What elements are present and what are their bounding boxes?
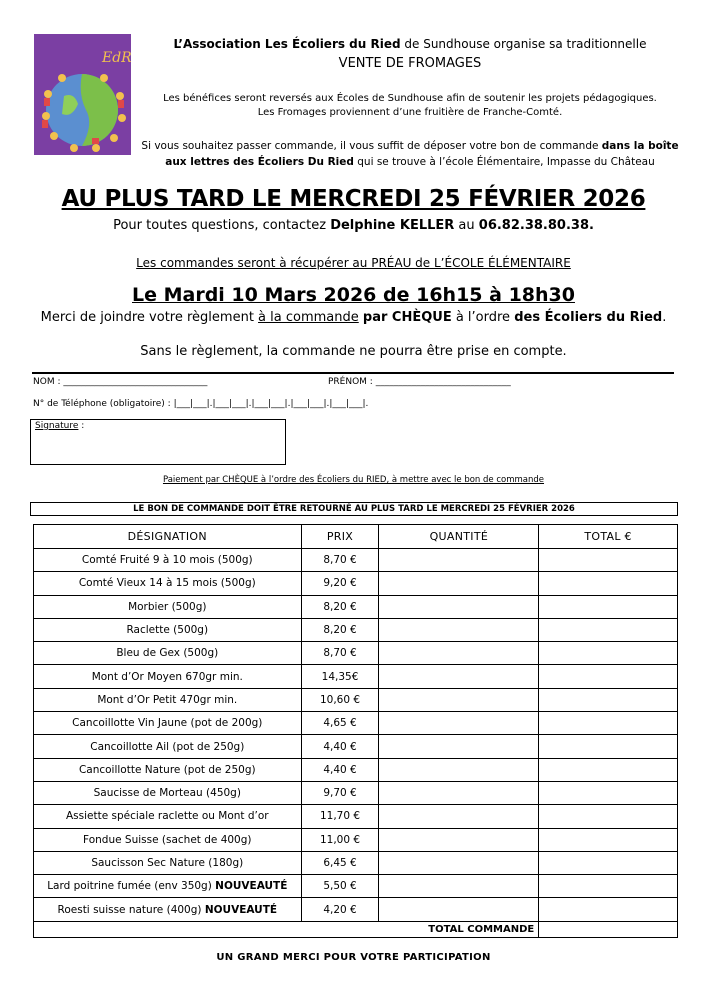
total-cell[interactable]	[539, 758, 678, 781]
product-price: 4,40 €	[301, 758, 379, 781]
quantity-cell[interactable]	[379, 595, 539, 618]
product-price: 8,70 €	[301, 642, 379, 665]
product-price: 8,20 €	[301, 595, 379, 618]
total-cell[interactable]	[539, 572, 678, 595]
product-price: 10,60 €	[301, 688, 379, 711]
product-name: Fondue Suisse (sachet de 400g)	[34, 828, 302, 851]
instructions-text: Si vous souhaitez passer commande, il vous suffit de déposer votre bon de commande dans la boîte aux lettres des Écoliers Du Ried qui se trouve à l’école Élémentaire, Impasse du Château	[141, 140, 679, 168]
total-cell[interactable]	[539, 665, 678, 688]
product-price: 4,40 €	[301, 735, 379, 758]
total-cell[interactable]	[539, 828, 678, 851]
product-price: 11,70 €	[301, 805, 379, 828]
product-price: 9,20 €	[301, 572, 379, 595]
header-total: TOTAL €	[539, 525, 678, 549]
quantity-cell[interactable]	[379, 665, 539, 688]
pickup-location: Les commandes seront à récupérer au PRÉAU de L’ÉCOLE ÉLÉMENTAIRE	[136, 256, 571, 270]
product-name: Morbier (500g)	[34, 595, 302, 618]
product-name: Cancoillotte Ail (pot de 250g)	[34, 735, 302, 758]
table-row	[34, 595, 678, 618]
order-total-cell[interactable]	[539, 921, 678, 937]
table-row	[34, 758, 678, 781]
quantity-cell[interactable]	[379, 758, 539, 781]
total-cell[interactable]	[539, 735, 678, 758]
product-name: Mont d’Or Petit 470gr min.	[34, 688, 302, 711]
product-price: 6,45 €	[301, 851, 379, 874]
product-name: Saucisse de Morteau (450g)	[34, 781, 302, 804]
product-name: Saucisson Sec Nature (180g)	[34, 851, 302, 874]
total-cell[interactable]	[539, 875, 678, 898]
header-designation: DÉSIGNATION	[34, 525, 302, 549]
pickup-date: Le Mardi 10 Mars 2026 de 16h15 à 18h30	[132, 284, 575, 306]
total-row	[34, 921, 678, 937]
total-cell[interactable]	[539, 781, 678, 804]
total-label: TOTAL COMMANDE	[34, 921, 539, 937]
payment-warning: Sans le règlement, la commande ne pourra être prise en compte.	[140, 344, 567, 359]
table-row	[34, 828, 678, 851]
product-name: Comté Fruité 9 à 10 mois (500g)	[34, 549, 302, 572]
table-row	[34, 688, 678, 711]
product-name: Roesti suisse nature (400g) NOUVEAUTÉ	[34, 898, 302, 921]
product-name: Mont d’Or Moyen 670gr min.	[34, 665, 302, 688]
return-deadline-banner: LE BON DE COMMANDE DOIT ÊTRE RETOURNÉ AU PLUS TARD LE MERCREDI 25 FÉVRIER 2026	[30, 502, 678, 516]
product-price: 4,20 €	[301, 898, 379, 921]
quantity-cell[interactable]	[379, 688, 539, 711]
logo-text: EdR	[102, 50, 131, 66]
table-row	[34, 781, 678, 804]
table-row	[34, 618, 678, 641]
nom-field[interactable]: NOM : ________________________________	[33, 377, 208, 387]
total-cell[interactable]	[539, 805, 678, 828]
quantity-cell[interactable]	[379, 805, 539, 828]
organizer-line: L’Association Les Écoliers du Ried de Sundhouse organise sa traditionnelle	[173, 37, 647, 51]
product-price: 5,50 €	[301, 875, 379, 898]
prenom-field[interactable]: PRÉNOM : ______________________________	[328, 377, 511, 387]
table-row	[34, 642, 678, 665]
header-price: PRIX	[301, 525, 379, 549]
header-quantity: QUANTITÉ	[379, 525, 539, 549]
quantity-cell[interactable]	[379, 828, 539, 851]
divider	[32, 372, 674, 374]
payment-instructions: Merci de joindre votre règlement à la commande par CHÈQUE à l’ordre des Écoliers du Ried.	[40, 310, 667, 325]
table-row	[34, 665, 678, 688]
sale-title: VENTE DE FROMAGES	[338, 56, 482, 71]
association-logo	[34, 34, 131, 155]
product-price: 9,70 €	[301, 781, 379, 804]
product-price: 14,35€	[301, 665, 379, 688]
product-price: 11,00 €	[301, 828, 379, 851]
quantity-cell[interactable]	[379, 735, 539, 758]
table-row	[34, 735, 678, 758]
total-cell[interactable]	[539, 688, 678, 711]
product-name: Comté Vieux 14 à 15 mois (500g)	[34, 572, 302, 595]
signature-label: Signature	[35, 421, 79, 431]
product-name: Raclette (500g)	[34, 618, 302, 641]
table-row	[34, 572, 678, 595]
signature-box[interactable]: Signature :	[30, 419, 286, 465]
quantity-cell[interactable]	[379, 898, 539, 921]
table-row	[34, 851, 678, 874]
product-name: Cancoillotte Nature (pot de 250g)	[34, 758, 302, 781]
table-row	[34, 549, 678, 572]
total-cell[interactable]	[539, 712, 678, 735]
total-cell[interactable]	[539, 851, 678, 874]
thanks-message: UN GRAND MERCI POUR VOTRE PARTICIPATION	[216, 952, 491, 963]
product-price: 8,20 €	[301, 618, 379, 641]
product-price: 8,70 €	[301, 549, 379, 572]
quantity-cell[interactable]	[379, 781, 539, 804]
total-cell[interactable]	[539, 642, 678, 665]
total-cell[interactable]	[539, 595, 678, 618]
table-row	[34, 805, 678, 828]
product-name: Assiette spéciale raclette ou Mont d’or	[34, 805, 302, 828]
total-cell[interactable]	[539, 549, 678, 572]
total-cell[interactable]	[539, 618, 678, 641]
contact-line: Pour toutes questions, contactez Delphine KELLER au 06.82.38.80.38.	[113, 218, 594, 233]
quantity-cell[interactable]	[379, 712, 539, 735]
product-price: 4,65 €	[301, 712, 379, 735]
order-table	[33, 524, 678, 938]
phone-field[interactable]: N° de Téléphone (obligatoire) : |___|___|.|___|___|.|___|___|.|___|___|.|___|___|.	[33, 399, 369, 409]
total-cell[interactable]	[539, 898, 678, 921]
table-row	[34, 875, 678, 898]
product-name: Lard poitrine fumée (env 350g) NOUVEAUTÉ	[34, 875, 302, 898]
new-badge: NOUVEAUTÉ	[215, 880, 288, 893]
product-name: Cancoillotte Vin Jaune (pot de 200g)	[34, 712, 302, 735]
quantity-cell[interactable]	[379, 875, 539, 898]
quantity-cell[interactable]	[379, 549, 539, 572]
table-row	[34, 712, 678, 735]
quantity-cell[interactable]	[379, 851, 539, 874]
quantity-cell[interactable]	[379, 572, 539, 595]
benefits-text: Les bénéfices seront reversés aux Écoles de Sundhouse afin de soutenir les projets pédagogiques. Les Fromages proviennent d’une fruitière de Franche-Comté.	[163, 93, 657, 118]
new-badge: NOUVEAUTÉ	[204, 903, 278, 916]
quantity-cell[interactable]	[379, 642, 539, 665]
table-row	[34, 898, 678, 921]
product-name: Bleu de Gex (500g)	[34, 642, 302, 665]
payment-note: Paiement par CHÈQUE à l’ordre des Écoliers du RIED, à mettre avec le bon de commande	[162, 475, 545, 485]
quantity-cell[interactable]	[379, 618, 539, 641]
deadline-heading: AU PLUS TARD LE MERCREDI 25 FÉVRIER 2026	[61, 186, 646, 212]
